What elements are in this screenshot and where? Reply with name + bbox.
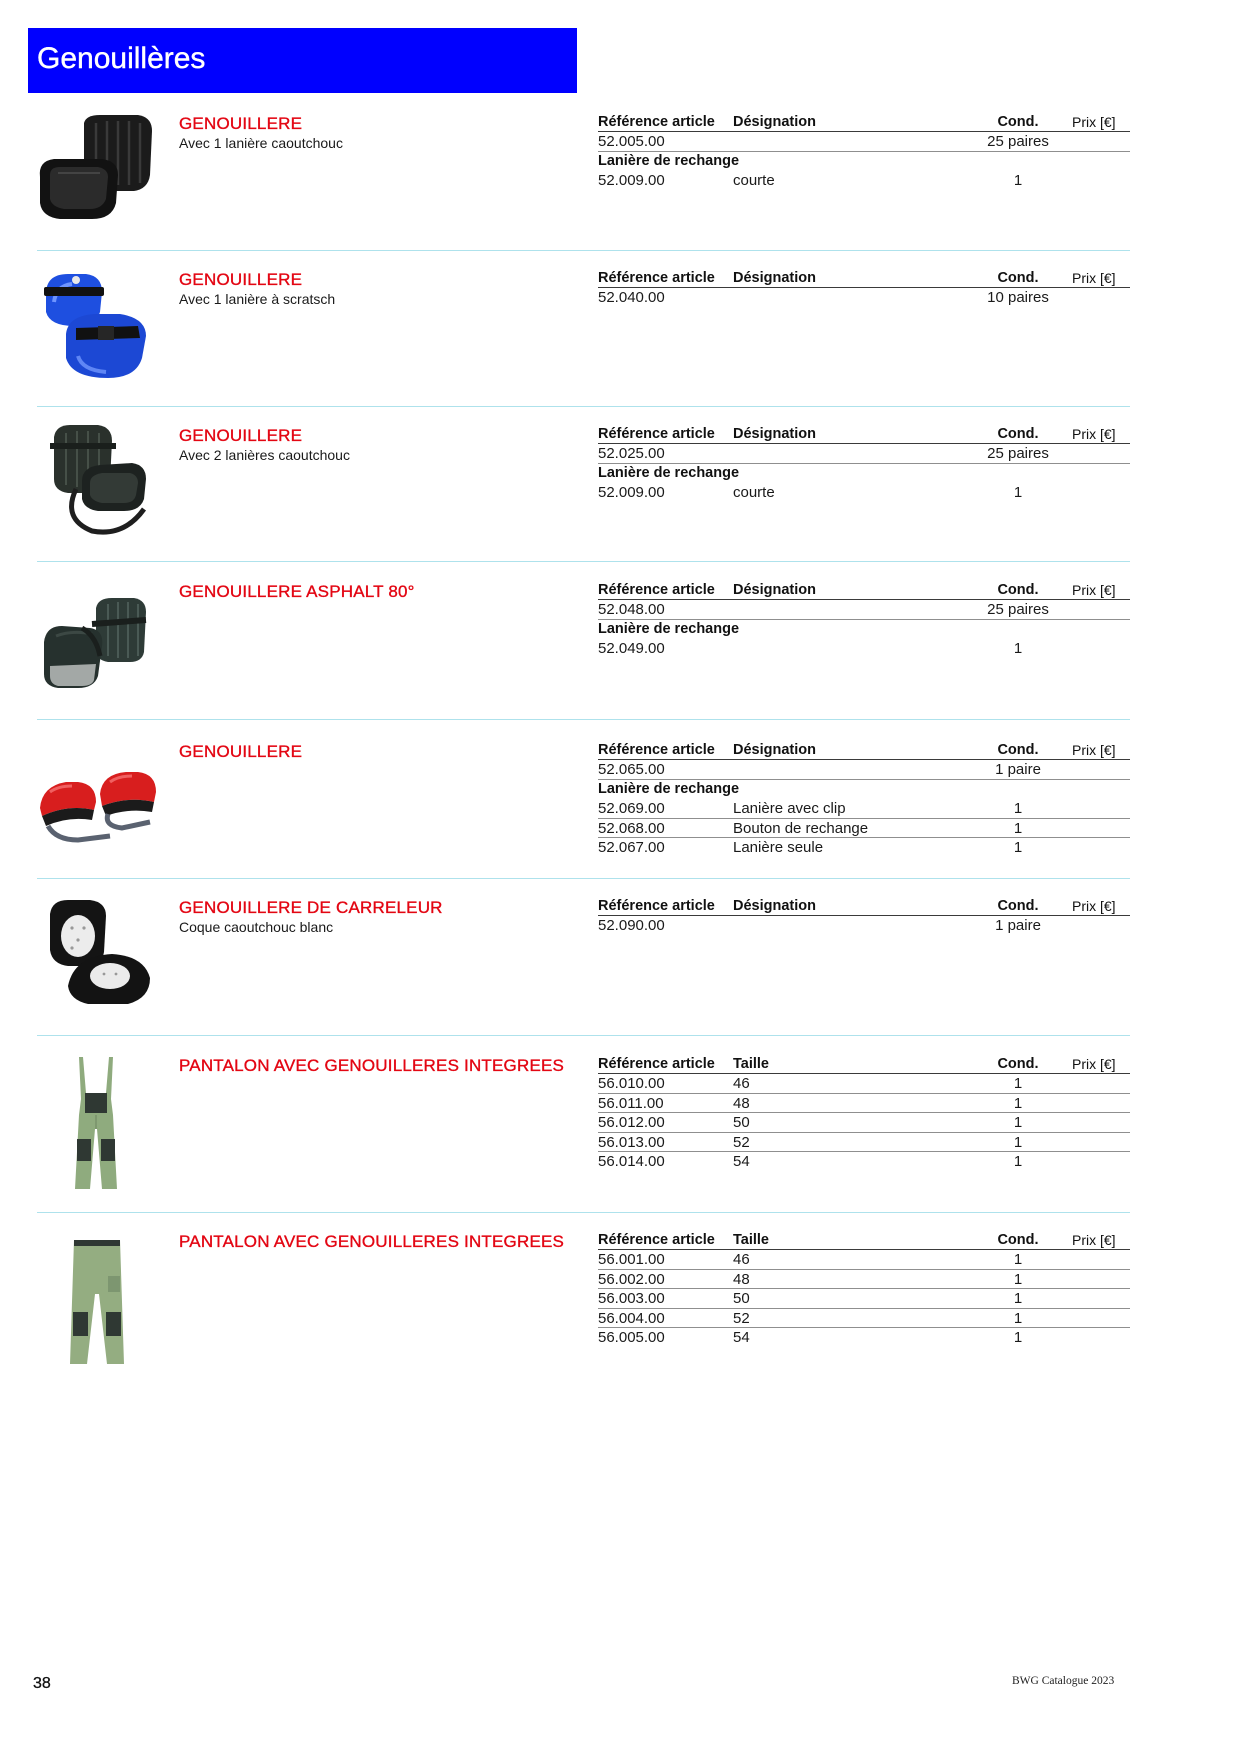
- product-title: PANTALON AVEC GENOUILLERES INTEGREES: [179, 1232, 565, 1251]
- column-header-price: Prix [€]: [1072, 426, 1116, 442]
- product-section: [0, 424, 1240, 501]
- table-row: [598, 838, 1130, 858]
- conditioning: 1: [1013, 1251, 1023, 1268]
- designation: Lanière seule: [733, 839, 824, 856]
- designation: Lanière avec clip: [733, 800, 846, 817]
- section-divider: [37, 561, 1130, 562]
- article-reference: 56.014.00: [598, 1153, 665, 1170]
- article-reference: 52.068.00: [598, 819, 665, 837]
- page-header-banner: [28, 28, 577, 93]
- article-table: [598, 1230, 1130, 1348]
- column-header-designation: Désignation: [733, 114, 816, 130]
- column-header-price: Prix [€]: [1072, 1056, 1116, 1072]
- column-header-cond: Cond.: [997, 742, 1039, 758]
- article-table: [598, 896, 1130, 936]
- article-reference: 52.067.00: [598, 839, 665, 856]
- column-header-designation: Désignation: [733, 582, 816, 598]
- column-header-price: Prix [€]: [1072, 270, 1116, 286]
- column-header-cond: Cond.: [997, 1232, 1039, 1248]
- table-row: [598, 760, 1130, 780]
- column-header-reference: Référence article: [598, 742, 715, 758]
- table-row: [598, 639, 1130, 659]
- table-row: [598, 1270, 1130, 1290]
- size: 48: [733, 1270, 750, 1288]
- table-row: [598, 444, 1130, 464]
- table-header: [598, 740, 1130, 760]
- size: 54: [733, 1153, 750, 1170]
- column-header-reference: Référence article: [598, 898, 715, 914]
- product-section: [0, 268, 1240, 307]
- product-title: GENOUILLERE DE CARRELEUR: [179, 898, 443, 917]
- size: 54: [733, 1329, 750, 1346]
- article-reference: 56.011.00: [598, 1094, 664, 1112]
- conditioning: 1: [1013, 1309, 1023, 1327]
- product-subtitle: Avec 2 lanières caoutchouc: [179, 447, 350, 463]
- table-row: [598, 288, 1130, 308]
- conditioning: 10 paires: [987, 289, 1049, 306]
- page-number: 38: [33, 1675, 51, 1692]
- conditioning: 1: [1013, 839, 1023, 856]
- column-header-cond: Cond.: [997, 898, 1039, 914]
- product-subtitle: Avec 1 lanière caoutchouc: [179, 135, 343, 151]
- designation: Bouton de rechange: [733, 819, 869, 837]
- article-table: [598, 424, 1130, 503]
- conditioning: 25 paires: [987, 133, 1049, 150]
- table-row: [598, 1289, 1130, 1309]
- table-row: [598, 600, 1130, 620]
- table-header: [598, 1054, 1130, 1074]
- size: 50: [733, 1114, 750, 1131]
- section-divider: [37, 719, 1130, 720]
- table-header: [598, 1230, 1130, 1250]
- table-row: [598, 1113, 1130, 1133]
- column-header-price: Prix [€]: [1072, 898, 1116, 914]
- column-header-cond: Cond.: [997, 114, 1039, 130]
- table-row: [598, 1328, 1130, 1348]
- page-title: Genouillères: [37, 42, 206, 75]
- conditioning: 1: [1013, 1094, 1023, 1112]
- red-knee-pads-icon: [38, 770, 158, 848]
- table-row: [598, 1074, 1130, 1094]
- article-reference: 52.090.00: [598, 917, 665, 934]
- article-table: [598, 112, 1130, 191]
- size: 52: [733, 1309, 750, 1327]
- article-table: [598, 740, 1130, 858]
- catalogue-name: BWG Catalogue 2023: [1012, 1675, 1115, 1687]
- article-reference: 56.013.00: [598, 1133, 665, 1151]
- conditioning: 1: [1013, 640, 1023, 657]
- article-reference: 56.012.00: [598, 1114, 665, 1131]
- table-row: [598, 819, 1130, 839]
- product-title: GENOUILLERE: [179, 426, 303, 445]
- table-row: [598, 1133, 1130, 1153]
- table-row: [598, 132, 1130, 152]
- conditioning: 1: [1013, 1329, 1023, 1346]
- article-reference: 56.010.00: [598, 1075, 665, 1092]
- section-divider: [37, 250, 1130, 251]
- conditioning: 1: [1013, 800, 1023, 817]
- article-reference: 52.009.00: [598, 172, 665, 189]
- designation: courte: [733, 484, 775, 501]
- column-header-size: Taille: [733, 1232, 769, 1248]
- section-divider: [37, 878, 1130, 879]
- article-reference: 52.069.00: [598, 800, 665, 817]
- spare-strap-heading: Lanière de rechange: [598, 620, 740, 637]
- asphalt-knee-pads-icon: [42, 596, 150, 692]
- column-header-reference: Référence article: [598, 1056, 715, 1072]
- conditioning: 1: [1013, 1075, 1023, 1092]
- table-header: [598, 424, 1130, 444]
- table-row: [598, 1250, 1130, 1270]
- article-table: [598, 268, 1130, 308]
- spare-strap-heading: Lanière de rechange: [598, 780, 740, 797]
- table-row: [598, 1309, 1130, 1329]
- column-header-reference: Référence article: [598, 426, 715, 442]
- product-subtitle: Coque caoutchouc blanc: [179, 919, 334, 935]
- blue-knee-pads-icon: [42, 270, 150, 382]
- conditioning: 1: [1013, 1114, 1023, 1131]
- article-reference: 56.004.00: [598, 1309, 665, 1327]
- product-title: GENOUILLERE: [179, 114, 303, 133]
- conditioning: 1: [1013, 1153, 1023, 1170]
- column-header-cond: Cond.: [997, 582, 1039, 598]
- tiler-knee-pads-icon: [46, 898, 152, 1012]
- article-table: [598, 1054, 1130, 1172]
- table-header: [598, 112, 1130, 132]
- article-reference: 52.040.00: [598, 289, 665, 306]
- article-reference: 56.002.00: [598, 1270, 665, 1288]
- conditioning: 1: [1013, 484, 1023, 501]
- conditioning: 25 paires: [987, 601, 1049, 618]
- product-title: GENOUILLERE: [179, 742, 303, 761]
- conditioning: 1 paire: [995, 761, 1041, 778]
- bib-overalls-icon: [70, 1055, 122, 1193]
- column-header-designation: Désignation: [733, 270, 816, 286]
- size: 52: [733, 1133, 750, 1151]
- article-reference: 52.048.00: [598, 601, 665, 618]
- column-header-size: Taille: [733, 1056, 769, 1072]
- article-reference: 52.005.00: [598, 133, 665, 150]
- column-header-reference: Référence article: [598, 270, 715, 286]
- column-header-designation: Désignation: [733, 426, 816, 442]
- column-header-designation: Désignation: [733, 898, 816, 914]
- conditioning: 1 paire: [995, 917, 1041, 934]
- product-section: [0, 1054, 1240, 1170]
- article-reference: 56.005.00: [598, 1329, 665, 1346]
- product-section: [0, 740, 1240, 856]
- dark-knee-pad-with-straps-icon: [46, 423, 152, 539]
- spare-strap-heading: Lanière de rechange: [598, 464, 740, 481]
- product-title: PANTALON AVEC GENOUILLERES INTEGREES: [179, 1056, 565, 1075]
- conditioning: 1: [1013, 1133, 1023, 1151]
- product-section: [0, 112, 1240, 189]
- table-row: [598, 1094, 1130, 1114]
- column-header-reference: Référence article: [598, 1232, 715, 1248]
- work-trousers-icon: [68, 1236, 126, 1368]
- column-header-cond: Cond.: [997, 426, 1039, 442]
- product-title: GENOUILLERE ASPHALT 80°: [179, 582, 415, 601]
- conditioning: 1: [1013, 172, 1023, 189]
- column-header-cond: Cond.: [997, 1056, 1039, 1072]
- conditioning: 25 paires: [987, 445, 1049, 462]
- column-header-price: Prix [€]: [1072, 114, 1116, 130]
- product-section: [0, 896, 1240, 935]
- article-reference: 52.009.00: [598, 484, 665, 501]
- product-section: [0, 1230, 1240, 1346]
- conditioning: 1: [1013, 819, 1023, 837]
- column-header-price: Prix [€]: [1072, 742, 1116, 758]
- product-title: GENOUILLERE: [179, 270, 303, 289]
- table-header: [598, 896, 1130, 916]
- spare-strap-heading: Lanière de rechange: [598, 152, 740, 169]
- table-header: [598, 580, 1130, 600]
- table-row: [598, 916, 1130, 936]
- conditioning: 1: [1013, 1270, 1023, 1288]
- table-row: [598, 799, 1130, 819]
- column-header-cond: Cond.: [997, 270, 1039, 286]
- column-header-price: Prix [€]: [1072, 1232, 1116, 1248]
- section-divider: [37, 1035, 1130, 1036]
- product-subtitle: Avec 1 lanière à scratsch: [179, 291, 336, 307]
- product-section: [0, 580, 1240, 657]
- column-header-reference: Référence article: [598, 114, 715, 130]
- black-rubber-knee-pad-icon: [38, 113, 158, 223]
- section-divider: [37, 1212, 1130, 1213]
- conditioning: 1: [1013, 1290, 1023, 1307]
- article-table: [598, 580, 1130, 659]
- article-reference: 52.065.00: [598, 761, 665, 778]
- designation: courte: [733, 172, 775, 189]
- column-header-designation: Désignation: [733, 742, 816, 758]
- table-row: [598, 171, 1130, 191]
- size: 50: [733, 1290, 750, 1307]
- size: 46: [733, 1251, 750, 1268]
- size: 46: [733, 1075, 750, 1092]
- table-row: [598, 1152, 1130, 1172]
- table-row: [598, 483, 1130, 503]
- article-reference: 52.049.00: [598, 640, 665, 657]
- section-divider: [37, 406, 1130, 407]
- article-reference: 56.001.00: [598, 1251, 665, 1268]
- column-header-reference: Référence article: [598, 582, 715, 598]
- article-reference: 56.003.00: [598, 1290, 665, 1307]
- table-header: [598, 268, 1130, 288]
- size: 48: [733, 1094, 750, 1112]
- column-header-price: Prix [€]: [1072, 582, 1116, 598]
- article-reference: 52.025.00: [598, 445, 665, 462]
